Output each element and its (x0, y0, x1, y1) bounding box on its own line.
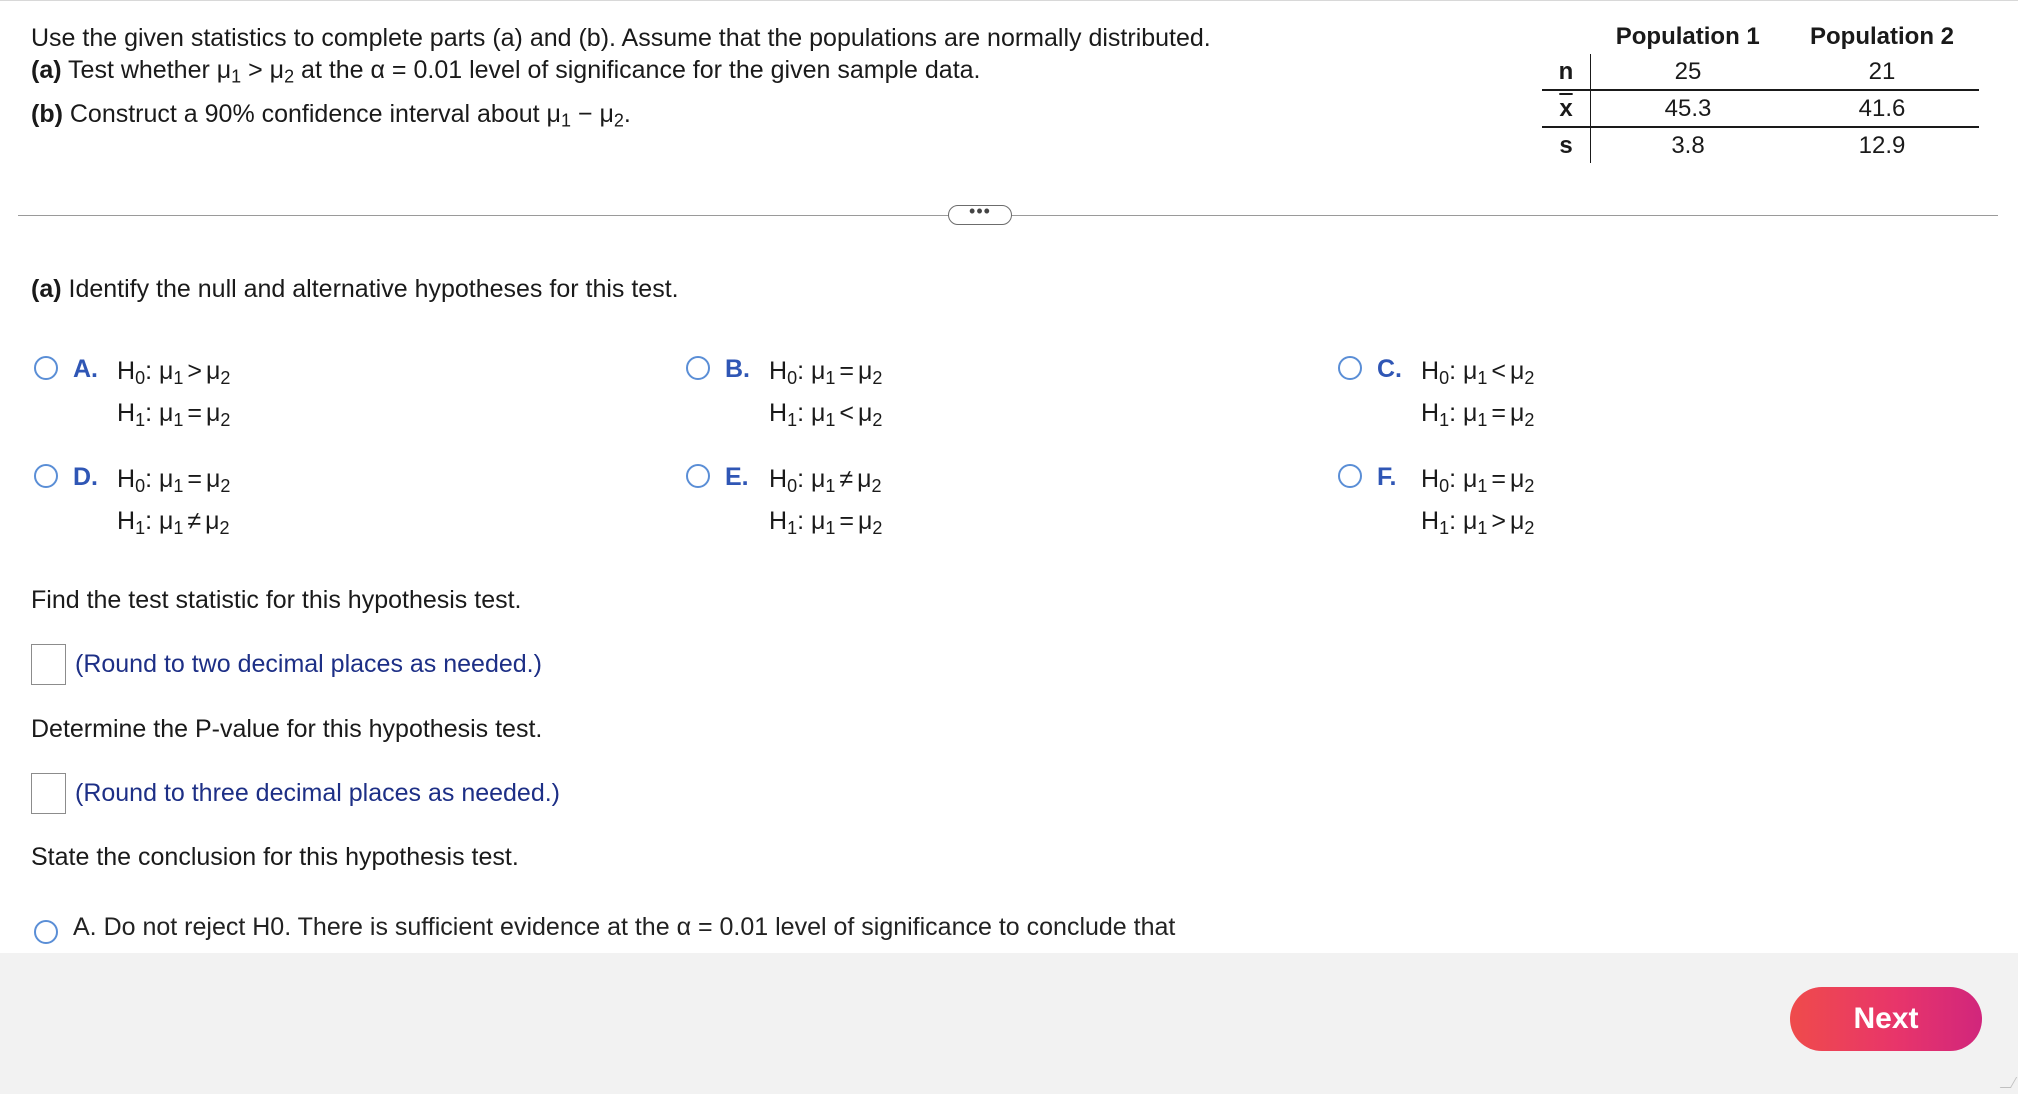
operator: ≠ (187, 507, 202, 535)
intro-line-2: (a) Test whether $\mu_1 > \mu_2$ at the α = 0.01 level of significance for the given sample data. (31, 56, 981, 87)
choice-b[interactable] (683, 355, 1183, 430)
null-hypothesis: H0: μ1 = μ2 (1421, 465, 1535, 496)
p-value-hint: (Round to three decimal places as needed.) (75, 779, 561, 807)
null-hypothesis: H0: μ1 = μ2 (117, 465, 231, 496)
conclusion-prompt: State the conclusion for this hypothesis test. (31, 843, 519, 871)
top-border (0, 0, 2018, 1)
radio-button[interactable] (34, 464, 58, 488)
cell-n-pop2: 21 (1785, 54, 1979, 90)
alternative-hypothesis: H1: μ1 = μ2 (769, 507, 883, 538)
p-value-input[interactable] (31, 773, 66, 814)
cell-s-pop2: 12.9 (1858, 131, 1906, 159)
choice-letter: E. (725, 463, 749, 491)
radio-button[interactable] (686, 464, 710, 488)
part-a-prompt: (a) Identify the null and alternative hypotheses for this test. (31, 275, 679, 303)
radio-button[interactable] (34, 920, 58, 944)
p-value-prompt: Determine the P-value for this hypothesis test. (31, 715, 543, 743)
operator: > (187, 357, 203, 385)
radio-button[interactable] (686, 356, 710, 380)
choice-c[interactable] (1335, 355, 1835, 430)
test-statistic-hint: (Round to two decimal places as needed.) (75, 650, 542, 678)
footer-bar (0, 953, 2018, 1094)
operator: = (839, 507, 855, 535)
table-header-blank (1542, 20, 1591, 54)
choice-a[interactable] (31, 355, 531, 430)
operator: ≠ (839, 465, 854, 493)
clipped-conclusion-choice (31, 913, 1331, 941)
choice-letter: A. (73, 355, 98, 383)
test-statistic-input[interactable] (31, 644, 66, 685)
problem-statement (31, 22, 1211, 130)
choice-f[interactable] (1335, 463, 1835, 538)
table-row (1542, 127, 1979, 163)
operator: = (1491, 399, 1507, 427)
alternative-hypothesis: H1: μ1 < μ2 (769, 399, 883, 430)
choice-d[interactable] (31, 463, 531, 538)
cell-xbar-pop2: 41.6 (1785, 90, 1979, 127)
null-hypothesis: H0: μ1 ≠ μ2 (769, 465, 882, 496)
null-hypothesis: H0: μ1 > μ2 (117, 357, 231, 388)
radio-button[interactable] (1338, 356, 1362, 380)
operator: > (1491, 507, 1507, 535)
alternative-hypothesis: H1: μ1 = μ2 (1421, 399, 1535, 430)
table-row (1542, 54, 1979, 90)
operator: = (839, 357, 855, 385)
choice-letter: F. (1377, 463, 1397, 491)
radio-button[interactable] (1338, 464, 1362, 488)
operator: = (1491, 465, 1507, 493)
intro-line-3: (b) Construct a 90% confidence interval about $\mu_1 - \mu_2$. (31, 100, 631, 131)
alternative-hypothesis: H1: μ1 > μ2 (1421, 507, 1535, 538)
null-hypothesis: H0: μ1 < μ2 (1421, 357, 1535, 388)
choice-letter: C. (1377, 355, 1402, 383)
cell-s-pop1: 3.8 (1671, 131, 1705, 159)
operator: = (187, 465, 203, 493)
operator: = (187, 399, 203, 427)
row-label-xbar: $\overline{x}$ (1542, 90, 1591, 127)
table-header-pop2: Population 2 (1810, 23, 1954, 50)
table-row (1542, 90, 1979, 127)
sample-statistics-table (1542, 20, 1979, 163)
choice-e[interactable] (683, 463, 1183, 538)
test-statistic-prompt: Find the test statistic for this hypothesis test. (31, 586, 522, 614)
next-button[interactable]: Next (1790, 987, 1982, 1051)
row-label-s: s (1542, 127, 1591, 163)
null-hypothesis: H0: μ1 = μ2 (769, 357, 883, 388)
operator: < (1491, 357, 1507, 385)
clipped-choice-text: A. Do not reject H0. There is sufficient evidence at the α = 0.01 level of significance to conclude that (73, 913, 1176, 941)
expand-more-button[interactable]: ••• (948, 205, 1012, 225)
choice-letter: B. (725, 355, 750, 383)
intro-line-1: Use the given statistics to complete parts (a) and (b). Assume that the populations are normally distributed. (31, 24, 1211, 52)
operator: < (839, 399, 855, 427)
choice-letter: D. (73, 463, 98, 491)
alternative-hypothesis: H1: μ1 = μ2 (117, 399, 231, 430)
cell-n-pop1: 25 (1591, 54, 1786, 90)
table-header-pop1: Population 1 (1615, 23, 1760, 50)
cell-xbar-pop1: 45.3 (1591, 90, 1786, 127)
alternative-hypothesis: H1: μ1 ≠ μ2 (117, 507, 230, 538)
row-label-n: n (1542, 54, 1591, 90)
radio-button[interactable] (34, 356, 58, 380)
table-header-row (1542, 20, 1979, 54)
